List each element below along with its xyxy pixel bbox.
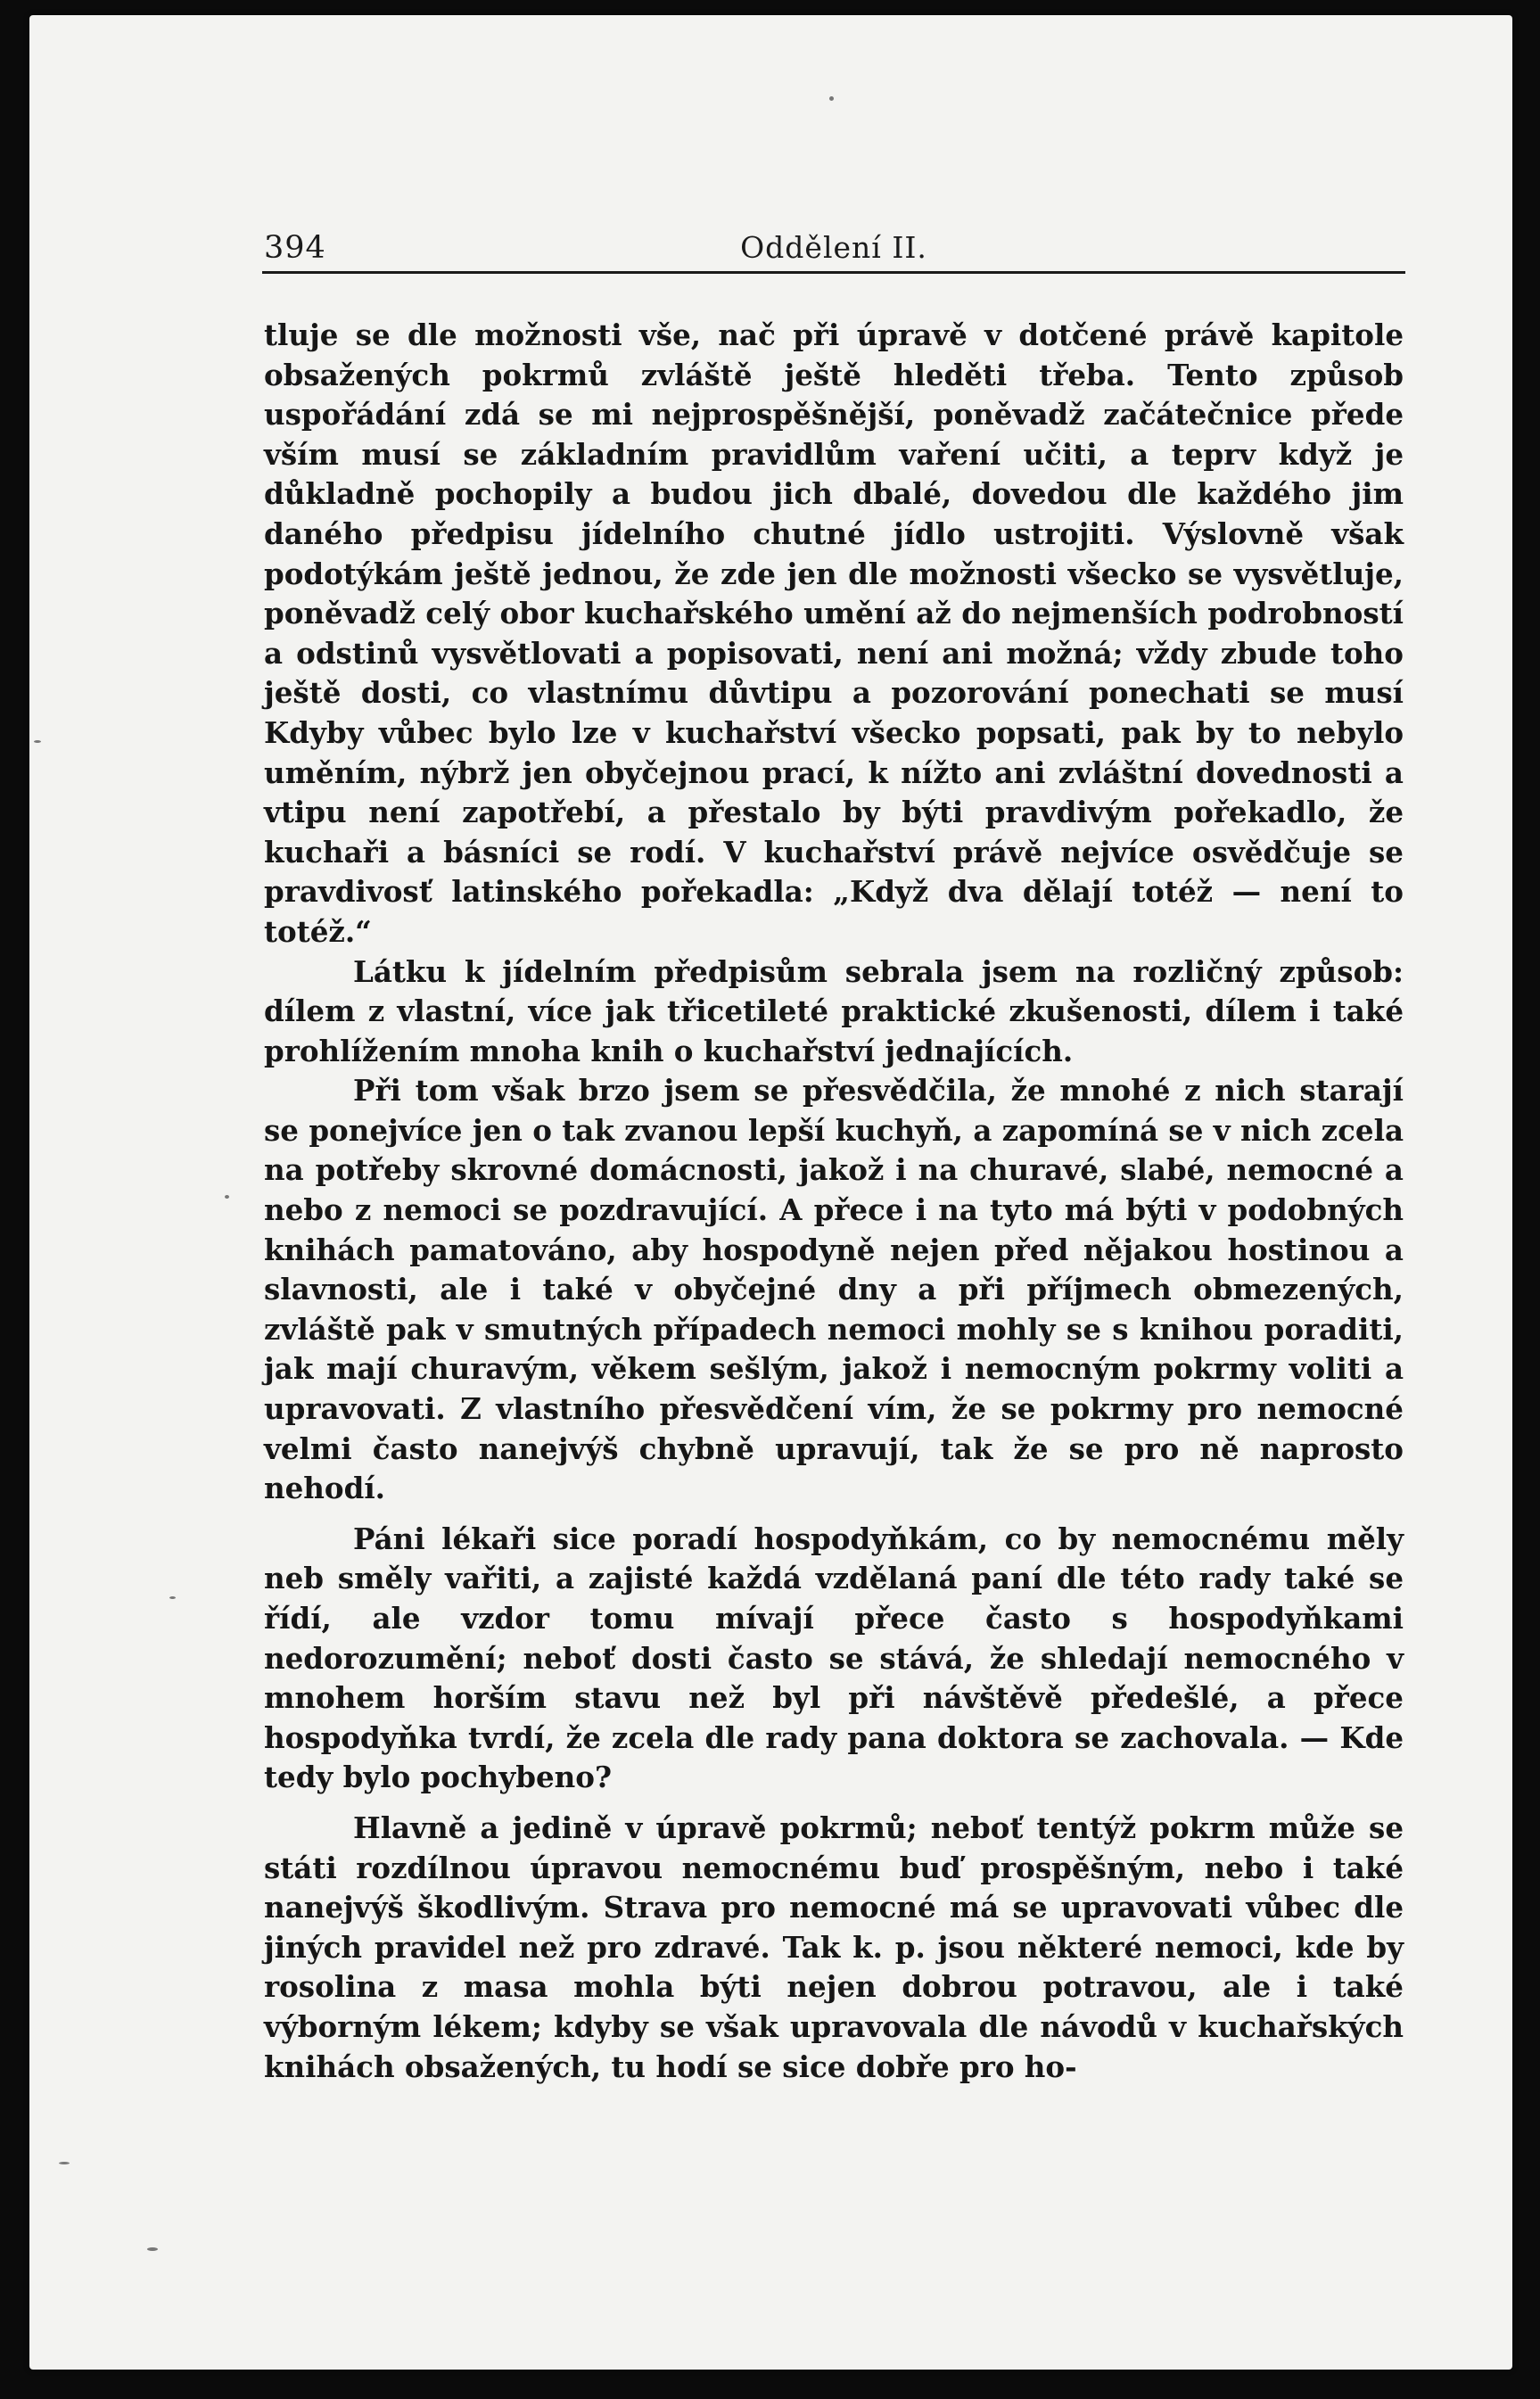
body-text <box>264 316 1404 2087</box>
page-header <box>264 228 1404 275</box>
paper-speck <box>225 1195 229 1199</box>
paper-speck <box>169 1596 176 1599</box>
paragraph-4: Páni lékaři sice poradí hospodyňkám, co by nemocnému měly neb směly vařiti, a zajisté každá vzdělaná paní dle této rady také se řídí, ale vzdor tomu mívají přece často s hospodyňkami nedorozumění; neboť dosti často se stává, že shledají nemocného v mnohem horším stavu než byl při návštěvě předešlé, a přece hospodyňka tvrdí, že zcela dle rady pana doktora se zachovala. — Kde tedy bylo pochybeno? <box>264 1521 1404 1795</box>
paragraph-1: tluje se dle možnosti vše, nač při úpravě v dotčené právě kapitole obsažených pokrmů zvláště ještě hleděti třeba. Tento způsob uspořádání zdá se mi nejprospěšnější, poněvadž začátečnice přede vším musí se základním pravidlům vaření učiti, a teprv když je důkladně pochopily a budou jich dbalé, dovedou dle každého jim daného předpisu jídelního chutné jídlo ustrojiti. Výslovně však podotýkám ještě jednou, že zde jen dle možnosti všecko se vysvětluje, poněvadž celý obor kuchařského umění až do nejmenších podrobností a odstinů vysvětlovati a popisovati, není ani možná; vždy zbude toho ještě dosti, co vlastnímu důvtipu a pozorování ponechati se musí Kdyby vůbec bylo lze v kuchařství všecko popsati, pak by to nebylo uměním, nýbrž jen obyčejnou prací, k nížto ani zvláštní dovednosti a vtipu není zapotřebí, a přestalo by býti pravdivým pořekadlo, že kuchaři a básníci se rodí. V kuchařství právě nejvíce osvědčuje se pravdivosť latinského pořekadla: „Když dva dělají totéž — není to totéž.“ <box>264 317 1404 949</box>
paper-speck <box>147 2247 158 2251</box>
paper-speck <box>34 740 41 743</box>
paragraph-3: Při tom však brzo jsem se přesvědčila, že mnohé z nich starají se ponejvíce jen o tak zvanou lepší kuchyň, a zapomíná se v nich zcela na potřeby skrovné domácnosti, jakož i na churavé, slabé, nemocné a nebo z nemoci se pozdravující. A přece i na tyto má býti v podobných knihách pamatováno, aby hospodyně nejen před nějakou hostinou a slavnosti, ale i také v obyčejné dny a při příjmech obmezených, zvláště pak v smutných případech nemoci mohly se s knihou poraditi, jak mají churavým, věkem sešlým, jakož i nemocným pokrmy voliti a upravovati. Z vlastního přesvědčení vím, že se pokrmy pro nemocné velmi často nanejvýš chybně upravují, tak že se pro ně naprosto nehodí. <box>264 1073 1404 1506</box>
paragraph-5: Hlavně a jedině v úpravě pokrmů; neboť tentýž pokrm může se státi rozdílnou úpravou nemocnému buď prospěšným, nebo i také nanejvýš škodlivým. Strava pro nemocné má se upravovati vůbec dle jiných pravidel než pro zdravé. Tak k. p. jsou některé nemoci, kde by rosolina z masa mohla býti nejen dobrou potravou, ale i také výborným lékem; kdyby se však upravovala dle návodů v kuchařských knihách obsažených, tu hodí se sice dobře pro ho- <box>264 1810 1404 2084</box>
header-rule <box>262 271 1405 274</box>
section-title: Oddělení II. <box>740 230 927 265</box>
paragraph-2: Látku k jídelním předpisům sebrala jsem na rozličný způsob: dílem z vlastní, více jak třicetileté praktické zkušenosti, dílem i také prohlížením mnoha knih o kuchařství jednajících. <box>264 953 1404 1068</box>
paper-speck <box>829 96 834 101</box>
page-number: 394 <box>264 230 326 266</box>
paper-speck <box>59 2162 70 2164</box>
